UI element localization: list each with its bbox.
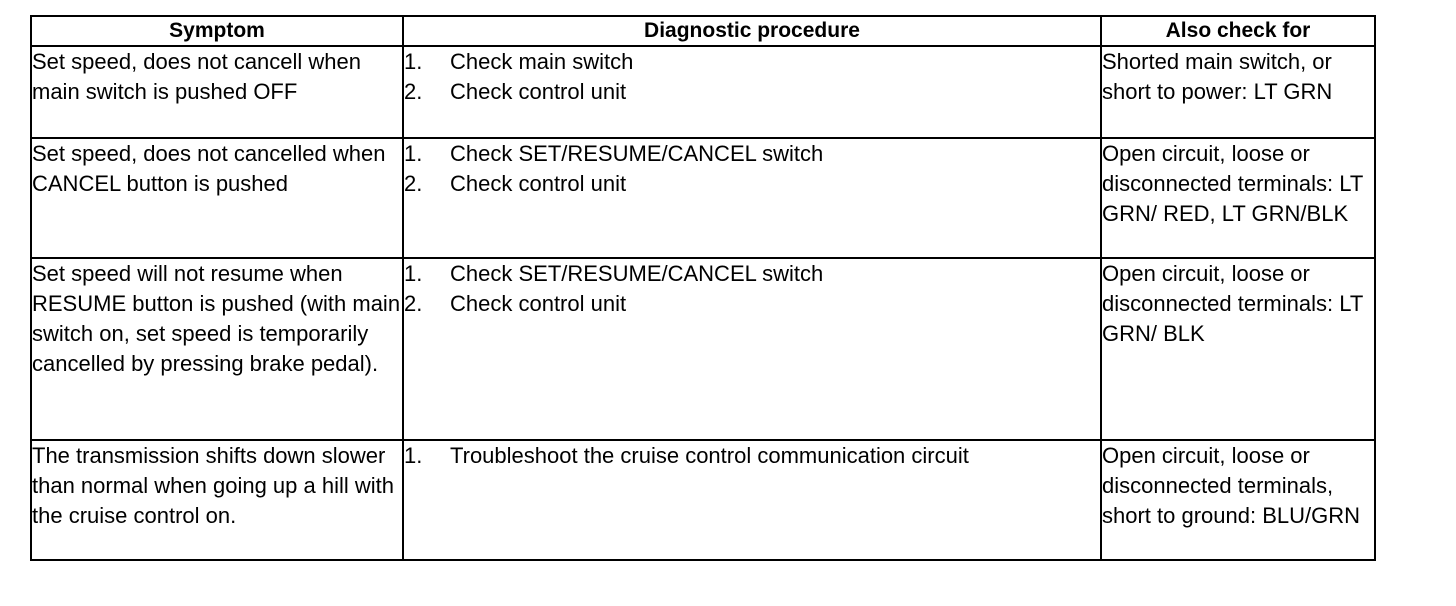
also-check-cell: Shorted main switch, or short to power: LT GRN — [1101, 46, 1375, 138]
step-number: 1. — [404, 443, 423, 468]
step-text: Check control unit — [450, 291, 627, 316]
step-number: 1. — [404, 141, 423, 166]
header-symptom: Symptom — [31, 16, 403, 46]
procedure-cell — [403, 46, 1101, 138]
procedure-steps — [404, 441, 1100, 471]
symptom-cell: Set speed, does not cancelled when CANCEL button is pushed — [31, 138, 403, 258]
procedure-cell — [403, 440, 1101, 560]
procedure-step — [404, 259, 1100, 289]
step-text: Check main switch — [450, 49, 634, 74]
procedure-step — [404, 169, 1100, 199]
table-row — [31, 138, 1375, 258]
procedure-cell — [403, 258, 1101, 440]
step-text: Check control unit — [450, 79, 627, 104]
procedure-step — [404, 77, 1100, 107]
procedure-step — [404, 47, 1100, 77]
procedure-step — [404, 139, 1100, 169]
procedure-step — [404, 441, 1100, 471]
header-row — [31, 16, 1375, 46]
header-procedure: Diagnostic procedure — [403, 16, 1101, 46]
step-text: Check SET/RESUME/CANCEL switch — [450, 141, 824, 166]
procedure-step — [404, 289, 1100, 319]
step-number: 2. — [404, 79, 423, 104]
table-row — [31, 46, 1375, 138]
also-check-cell: Open circuit, loose or disconnected terminals: LT GRN/ RED, LT GRN/BLK — [1101, 138, 1375, 258]
symptom-cell: Set speed, does not cancell when main switch is pushed OFF — [31, 46, 403, 138]
also-check-cell: Open circuit, loose or disconnected terminals, short to ground: BLU/GRN — [1101, 440, 1375, 560]
step-text: Check SET/RESUME/CANCEL switch — [450, 261, 824, 286]
step-number: 1. — [404, 49, 423, 74]
procedure-steps — [404, 139, 1100, 199]
step-text: Troubleshoot the cruise control communication circuit — [450, 443, 969, 468]
symptom-cell: Set speed will not resume when RESUME button is pushed (with main switch on, set speed is temporarily cancelled by pressing brake pedal). — [31, 258, 403, 440]
table-row — [31, 440, 1375, 560]
step-number: 1. — [404, 261, 423, 286]
symptom-cell: The transmission shifts down slower than normal when going up a hill with the cruise control on. — [31, 440, 403, 560]
step-number: 2. — [404, 291, 423, 316]
procedure-steps — [404, 259, 1100, 319]
header-also-check: Also check for — [1101, 16, 1375, 46]
step-text: Check control unit — [450, 171, 627, 196]
diagnostic-table — [30, 15, 1376, 561]
table-row — [31, 258, 1375, 440]
also-check-cell: Open circuit, loose or disconnected terminals: LT GRN/ BLK — [1101, 258, 1375, 440]
procedure-cell — [403, 138, 1101, 258]
step-number: 2. — [404, 171, 423, 196]
procedure-steps — [404, 47, 1100, 107]
